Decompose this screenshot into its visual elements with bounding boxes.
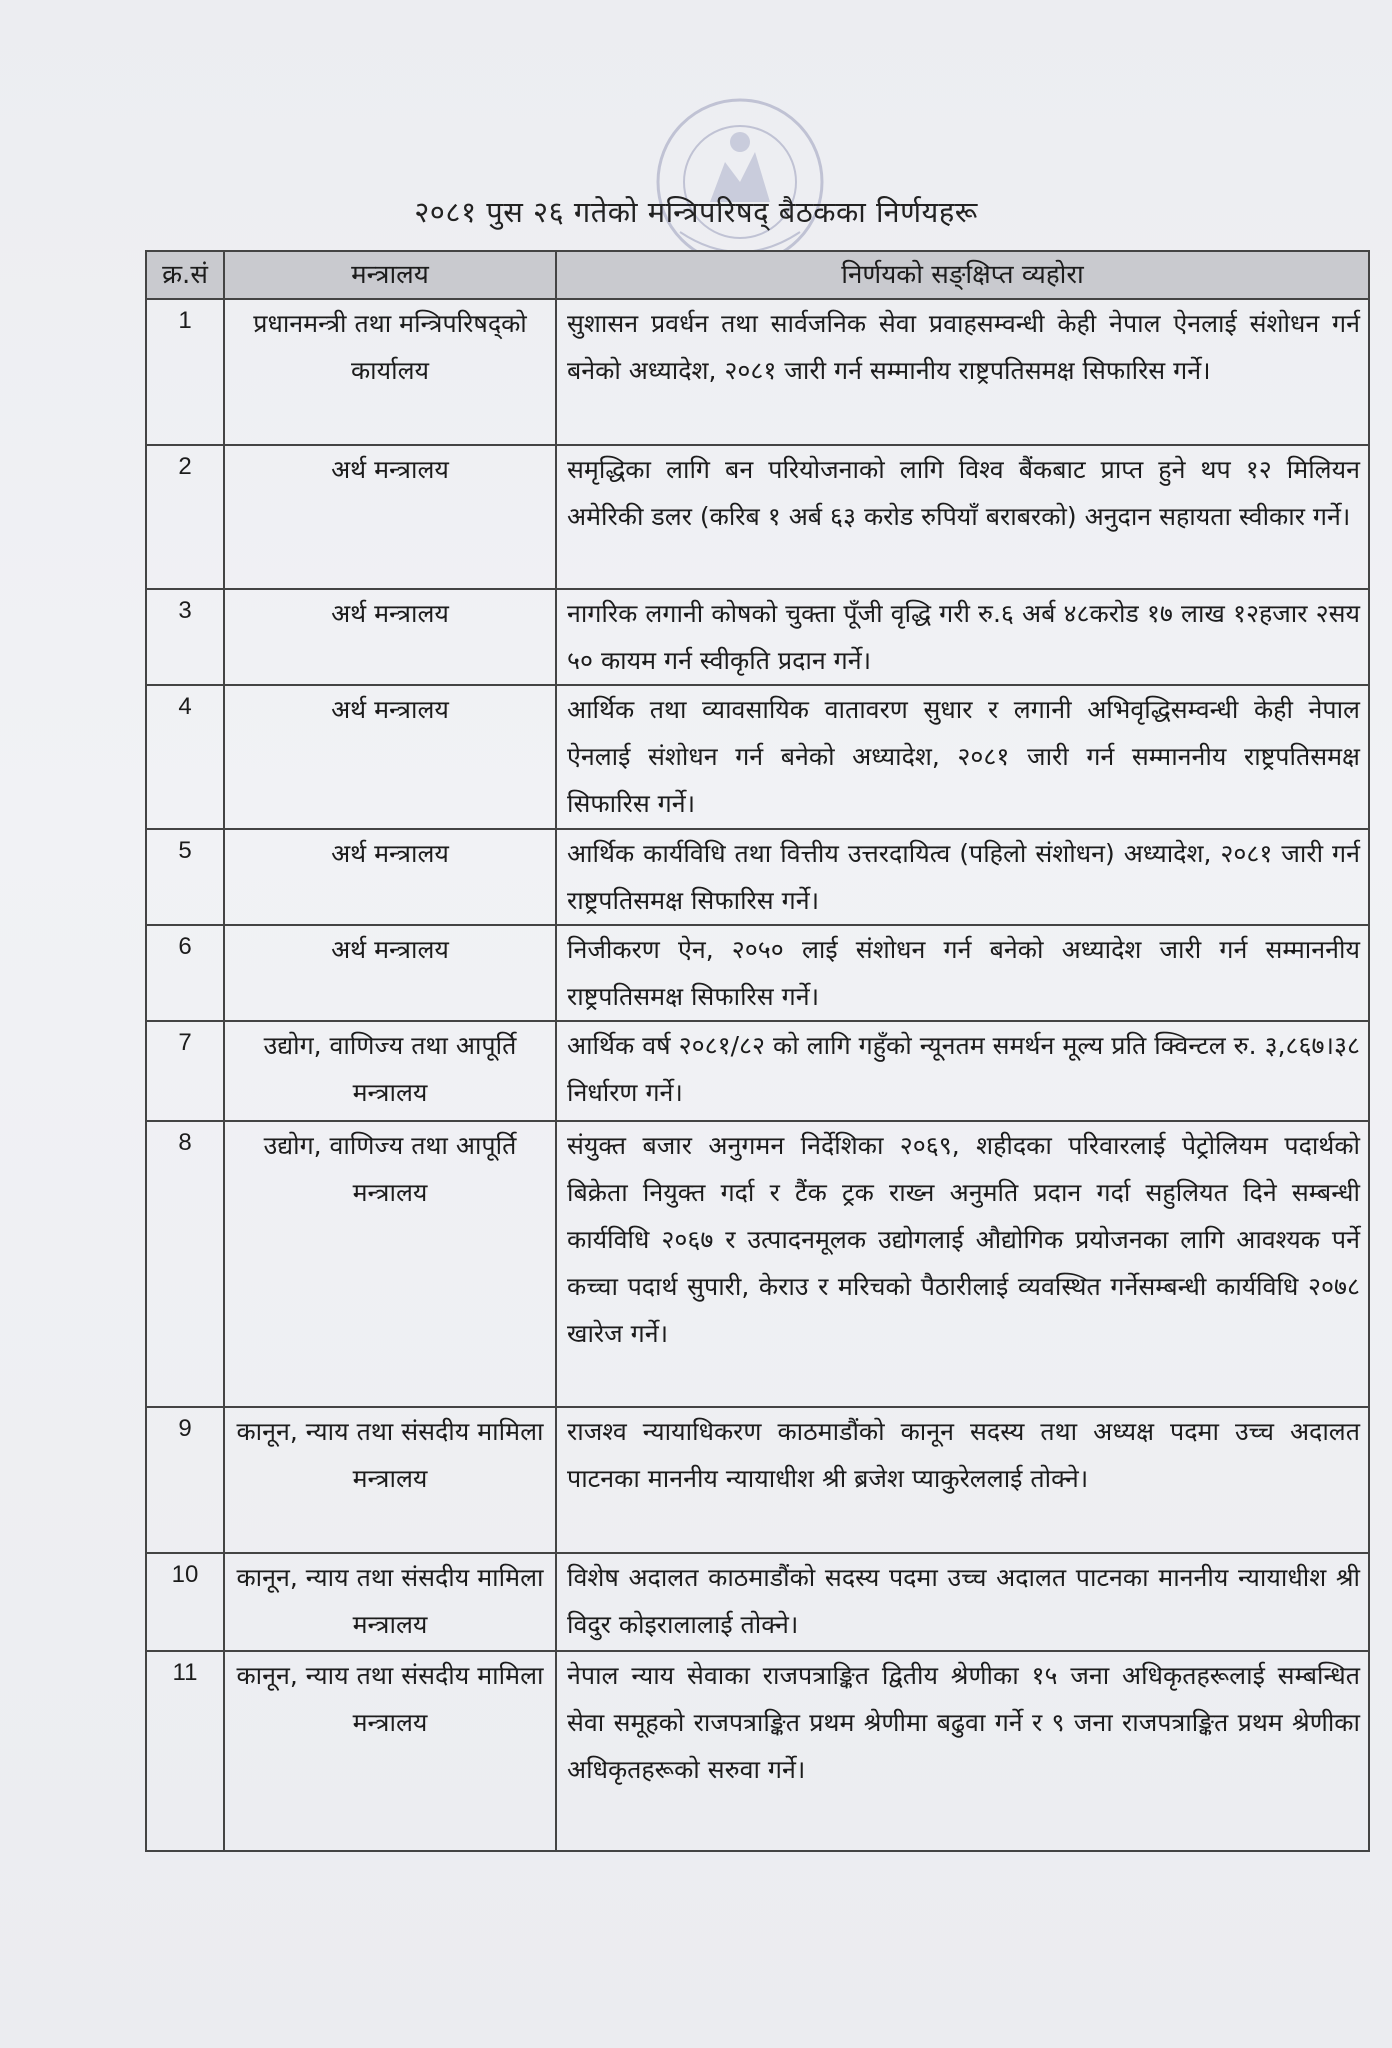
table-row <box>146 1651 1369 1851</box>
row-ministry: कानून, न्याय तथा संसदीय मामिला मन्त्रालय <box>224 1553 556 1651</box>
decisions-table <box>145 250 1370 1852</box>
row-serial-number: 9 <box>146 1407 224 1553</box>
row-serial-number: 5 <box>146 829 224 925</box>
row-ministry: उद्योग, वाणिज्य तथा आपूर्ति मन्त्रालय <box>224 1021 556 1121</box>
row-serial-number: 1 <box>146 299 224 445</box>
row-ministry: प्रधानमन्त्री तथा मन्त्रिपरिषद्को कार्यालय <box>224 299 556 445</box>
header-decision-summary: निर्णयको सङ्क्षिप्त व्यहोरा <box>556 251 1369 299</box>
table-row <box>146 1553 1369 1651</box>
row-decision-summary: आर्थिक कार्यविधि तथा वित्तीय उत्तरदायित्व (पहिलो संशोधन) अध्यादेश, २०८१ जारी गर्न राष्ट्रपतिसमक्ष सिफारिस गर्ने। <box>556 829 1369 925</box>
row-serial-number: 10 <box>146 1553 224 1651</box>
row-decision-summary: संयुक्त बजार अनुगमन निर्देशिका २०६९, शहीदका परिवारलाई पेट्रोलियम पदार्थको बिक्रेता नियुक्त गर्दा र टैंक ट्रक राख्न अनुमति प्रदान गर्दा सहुलियत दिने सम्बन्धी कार्यविधि २०६७ र उत्पादनमूलक उद्योगलाई औद्योगिक प्रयोजनका लागि आवश्यक पर्ने कच्चा पदार्थ सुपारी, केराउ र मरिचको पैठारीलाई व्यवस्थित गर्नेसम्बन्धी कार्यविधि २०७८ खारेज गर्ने। <box>556 1121 1369 1407</box>
row-decision-summary: निजीकरण ऐन, २०५० लाई संशोधन गर्न बनेको अध्यादेश जारी गर्न सम्माननीय राष्ट्रपतिसमक्ष सिफारिस गर्ने। <box>556 925 1369 1021</box>
row-decision-summary: नागरिक लगानी कोषको चुक्ता पूँजी वृद्धि गरी रु.६ अर्ब ४८करोड १७ लाख १२हजार २सय ५० कायम गर्न स्वीकृति प्रदान गर्ने। <box>556 589 1369 685</box>
table-row <box>146 589 1369 685</box>
row-ministry: कानून, न्याय तथा संसदीय मामिला मन्त्रालय <box>224 1407 556 1553</box>
table-row <box>146 1121 1369 1407</box>
row-decision-summary: सुशासन प्रवर्धन तथा सार्वजनिक सेवा प्रवाहसम्वन्धी केही नेपाल ऐनलाई संशोधन गर्न बनेको अध्यादेश, २०८१ जारी गर्न सम्मानीय राष्ट्रपतिसमक्ष सिफारिस गर्ने। <box>556 299 1369 445</box>
table-row <box>146 299 1369 445</box>
row-serial-number: 3 <box>146 589 224 685</box>
row-ministry: अर्थ मन्त्रालय <box>224 445 556 589</box>
table-header-row <box>146 251 1369 299</box>
row-decision-summary: आर्थिक तथा व्यावसायिक वातावरण सुधार र लगानी अभिवृद्धिसम्वन्धी केही नेपाल ऐनलाई संशोधन गर्न बनेको अध्यादेश, २०८१ जारी गर्न सम्माननीय राष्ट्रपतिसमक्ष सिफारिस गर्ने। <box>556 685 1369 829</box>
row-serial-number: 2 <box>146 445 224 589</box>
row-decision-summary: विशेष अदालत काठमाडौंको सदस्य पदमा उच्च अदालत पाटनका माननीय न्यायाधीश श्री विदुर कोइरालालाई तोक्ने। <box>556 1553 1369 1651</box>
table-row <box>146 829 1369 925</box>
row-ministry: अर्थ मन्त्रालय <box>224 925 556 1021</box>
row-ministry: अर्थ मन्त्रालय <box>224 685 556 829</box>
row-serial-number: 11 <box>146 1651 224 1851</box>
row-decision-summary: नेपाल न्याय सेवाका राजपत्राङ्कित द्वितीय श्रेणीका १५ जना अधिकृतहरूलाई सम्बन्धित सेवा समूहको राजपत्राङ्कित प्रथम श्रेणीमा बढुवा गर्ने र ९ जना राजपत्राङ्कित प्रथम श्रेणीका अधिकृतहरूको सरुवा गर्ने। <box>556 1651 1369 1851</box>
table-row <box>146 1407 1369 1553</box>
row-serial-number: 8 <box>146 1121 224 1407</box>
header-serial-number: क्र.सं <box>146 251 224 299</box>
table-row <box>146 445 1369 589</box>
row-ministry: अर्थ मन्त्रालय <box>224 589 556 685</box>
header-ministry: मन्त्रालय <box>224 251 556 299</box>
row-ministry: कानून, न्याय तथा संसदीय मामिला मन्त्रालय <box>224 1651 556 1851</box>
row-serial-number: 6 <box>146 925 224 1021</box>
row-serial-number: 7 <box>146 1021 224 1121</box>
page-title: २०८१ पुस २६ गतेको मन्त्रिपरिषद् बैठकका निर्णयहरू <box>414 195 978 229</box>
table-row <box>146 1021 1369 1121</box>
table-row <box>146 685 1369 829</box>
row-decision-summary: राजश्व न्यायाधिकरण काठमाडौंको कानून सदस्य तथा अध्यक्ष पदमा उच्च अदालत पाटनका माननीय न्यायाधीश श्री ब्रजेश प्याकुरेललाई तोक्ने। <box>556 1407 1369 1553</box>
table-row <box>146 925 1369 1021</box>
row-decision-summary: आर्थिक वर्ष २०८१/८२ को लागि गहुँको न्यूनतम समर्थन मूल्य प्रति क्विन्टल रु. ३,८६७।३८ निर्धारण गर्ने। <box>556 1021 1369 1121</box>
row-ministry: अर्थ मन्त्रालय <box>224 829 556 925</box>
row-decision-summary: समृद्धिका लागि बन परियोजनाको लागि विश्व बैंकबाट प्राप्त हुने थप १२ मिलियन अमेरिकी डलर (करिब १ अर्ब ६३ करोड रुपियाँ बराबरको) अनुदान सहायता स्वीकार गर्ने। <box>556 445 1369 589</box>
row-ministry: उद्योग, वाणिज्य तथा आपूर्ति मन्त्रालय <box>224 1121 556 1407</box>
row-serial-number: 4 <box>146 685 224 829</box>
